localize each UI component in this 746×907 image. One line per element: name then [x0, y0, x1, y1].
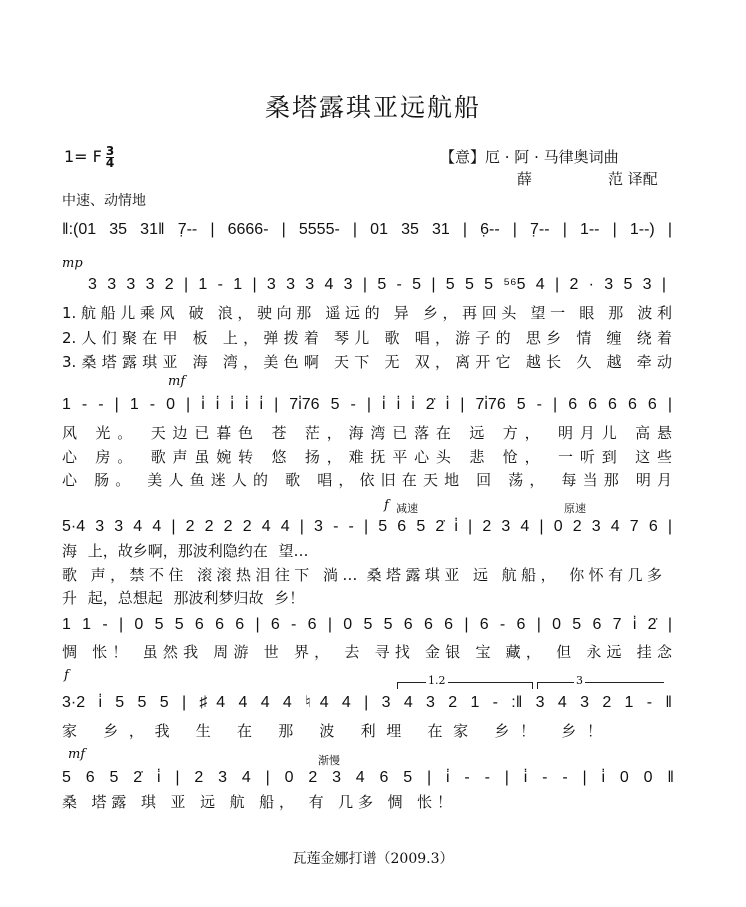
dynamic-mark: mp — [62, 256, 83, 271]
lyric-line: 心 房。 歌声虽婉转 悠 扬，难抚平心头 悲 怆， 一听到 这些 — [62, 448, 672, 466]
lyric-line: 3.桑塔露琪亚 海 湾，美色啊 天下 无 双，离开它 越长 久 越 牵动 — [62, 353, 672, 371]
time-signature — [106, 146, 114, 169]
lyric-line: 桑 塔露 琪 亚 远 航 船， 有 几多 惆 怅！ — [62, 793, 452, 811]
dynamic-mark: f — [384, 498, 389, 513]
composer-credit: 【意】厄 · 阿 · 马律奥词曲 — [440, 148, 619, 166]
lyric-line: 歌 声，禁不住 滚滚热泪往下 淌… 桑塔露琪亚 远 航船， 你怀有几多 — [62, 566, 662, 584]
lyric-line: 心 肠。 美人鱼迷人的 歌 唱，依旧在天地 回 荡， 每当那 明月 — [62, 471, 672, 489]
volta-bracket-2 — [537, 682, 664, 689]
tempo-change-mark: 减速 — [396, 502, 418, 515]
time-bottom: 4 — [105, 156, 115, 170]
dynamic-mark: mf — [68, 747, 86, 762]
notation-line: 3·2 i̇ 5 5 5 | ♯4 4 4 4 ♮4 4 | 3 4 3 2 1 - :‖ 3 4 3 2 1 - ‖ — [62, 694, 672, 711]
lyric-line: 2.人们聚在甲 板 上，弹拨着 琴儿 歌 唱，游子的 思乡 情 缠 绕着 — [62, 329, 672, 347]
tempo-change-mark: 渐慢 — [318, 754, 340, 767]
notation-line: 1 - - | 1 - 0 | i̇ i̇ i̇ i̇ i̇ | 7i̇76 5 - | i̇ i̇ i̇ 2̇ i̇ | 7i̇76 5 - | 6 6 6 6 6 | — [62, 396, 672, 413]
key-signature — [64, 146, 114, 169]
lyric-line: 家 乡，我 生 在 那 波 利埋 在家 乡！ 乡！ — [62, 722, 602, 740]
dynamic-mark: mf — [168, 374, 186, 389]
translator-credit-b: 范 译配 — [608, 170, 658, 188]
tempo-marking: 中速、动情地 — [62, 193, 146, 209]
key-label: 1= F — [64, 147, 102, 166]
lyric-line: 风 光。 天边已暮色 苍 茫，海湾已落在 远 方， 明月儿 高悬 — [62, 424, 672, 442]
volta-bracket-1 — [397, 682, 533, 689]
translator-credit-a: 薛 — [517, 170, 533, 188]
lyric-line: 海 上，故乡啊，那波利隐约在 望… — [62, 542, 309, 560]
lyric-line: 惆 怅！ 虽然我 周游 世 界， 去 寻找 金银 宝 藏， 但 永远 挂念 — [62, 643, 672, 661]
lyric-line: 1.航船儿乘风 破 浪，驶向那 遥远的 异 乡，再回头 望一 眼 那 波利 — [62, 304, 672, 322]
lyric-line: 升 起，总想起 那波利梦归故 乡！ — [62, 589, 305, 607]
notation-line: 5 6 5 2̇ i̇ | 2 3 4 | 0 2 3 4 6 5 | i̇ - - | i̇ - - | i̇ 0 0 ‖ — [62, 769, 674, 786]
tempo-change-mark: 原速 — [564, 502, 586, 515]
transcriber-credit: 瓦莲金娜打谱（2009.3） — [292, 851, 454, 867]
notation-line: 1 1 - | 0 5 5 6 6 6 | 6 - 6 | 0 5 5 6 6 6 | 6 - 6 | 0 5 6 7 i̇ 2̇ | — [62, 616, 672, 633]
volta-label: 1.2 — [428, 674, 446, 687]
song-title: 桑塔露琪亚远航船 — [264, 93, 481, 122]
notation-line: ‖:(01 35 31‖ 7̣-- | 6666- | 5555- | 01 35 31 | 6̣-- | 7̣-- | 1-- | 1--) | — [62, 221, 672, 238]
notation-line: 5·4 3 3 4 4 | 2 2 2 2 4 4 | 3 - - | 5 6 5 2̇ i̇ | 2 3 4 | 0 2 3 4 7 6 | — [62, 518, 672, 535]
volta-label: 3 — [576, 674, 583, 687]
time-top: 3 — [105, 144, 115, 158]
dynamic-mark: f — [64, 668, 69, 683]
notation-line: 3 3 3 3 2 | 1 - 1 | 3 3 3 4 3 | 5 - 5 | 5 5 5 ⁵⁶5 4 | 2 · 3 5 3 | — [88, 276, 666, 293]
